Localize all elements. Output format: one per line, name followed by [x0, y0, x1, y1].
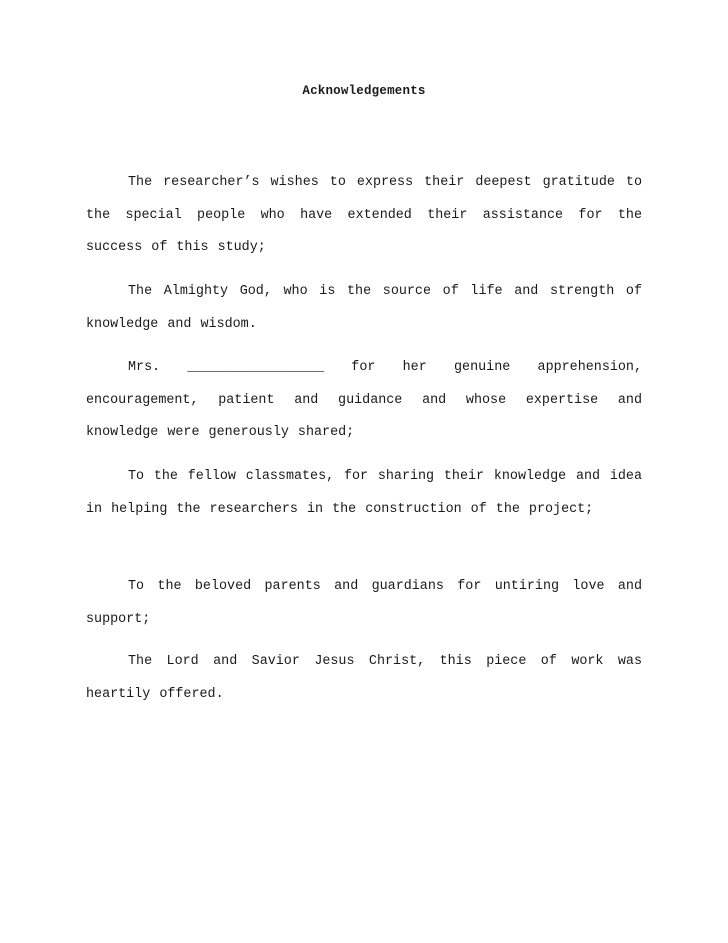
paragraph-classmates: To the fellow classmates, for sharing their knowledge and idea in helping the researchers in the construction of the project;	[86, 469, 642, 517]
paragraph-lord: The Lord and Savior Jesus Christ, this piece of work was heartily offered.	[86, 654, 642, 702]
paragraph-mrs: Mrs. _________________ for her genuine apprehension, encouragement, patient and guidance and whose expertise and knowledge were generously shared;	[86, 360, 642, 440]
paragraph-almighty-god: The Almighty God, who is the source of life and strength of knowledge and wisdom.	[86, 284, 642, 332]
paragraph-gratitude: The researcher’s wishes to express their deepest gratitude to the special people who have extended their assistance for the success of this study;	[86, 175, 642, 255]
page-title: Acknowledgements	[302, 84, 426, 98]
paragraph-parents: To the beloved parents and guardians for untiring love and support;	[86, 579, 642, 627]
